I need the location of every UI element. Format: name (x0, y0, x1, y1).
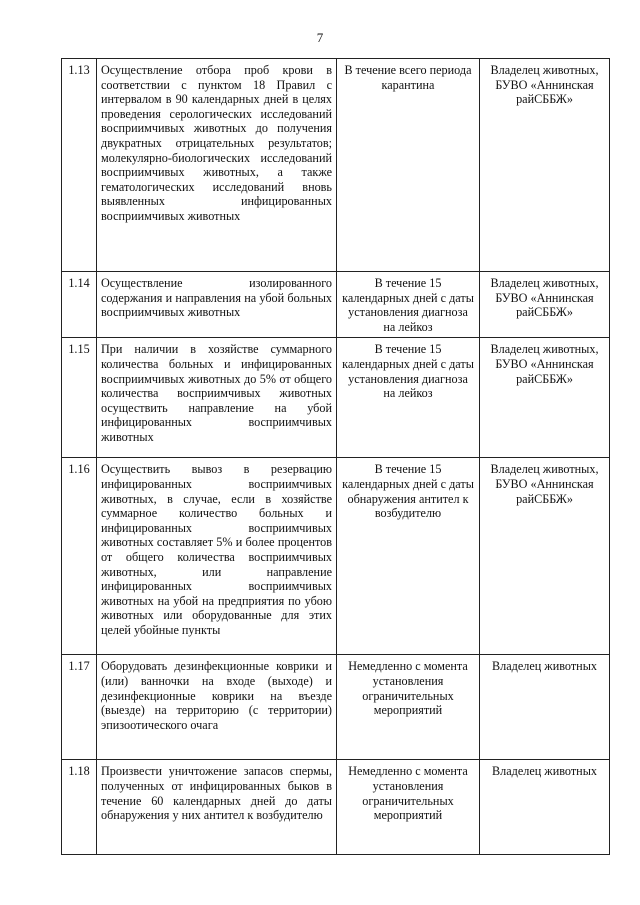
measure-text: Осуществить вывоз в резервацию инфицированных восприимчивых животных, в случае, если в хозяйстве суммарное количество больных и инфицированных восприимчивых животных составляет 5% и более процентов от общего количества восприимчивых животных, или направление инфицированных восприимчивых животных на убой на предприятия по убою животных или оборудованные для этих целей убойные пункты (97, 458, 337, 655)
measure-text: Осуществление изолированного содержания и направления на убой больных восприимчивых животных (97, 272, 337, 338)
measure-text: Осуществление отбора проб крови в соответствии с пунктом 18 Правил с интервалом в 90 календарных дней в целях проведения серологических исследований восприимчивых животных до получения двукратных отрицательных результатов; молекулярно-биологических исследований восприимчивых животных, а также гематологических исследований вновь выявленных инфицированных восприимчивых животных (97, 59, 337, 272)
table-row (62, 272, 610, 338)
measure-text: Произвести уничтожение запасов спермы, полученных от инфицированных быков в течение 60 календарных дней до даты обнаружения у них антител к возбудителю (97, 760, 337, 855)
table-row (62, 458, 610, 655)
table-row (62, 59, 610, 272)
responsible-text: Владелец животных (480, 760, 610, 855)
table-row (62, 655, 610, 760)
responsible-text: Владелец животных (480, 655, 610, 760)
table-row (62, 338, 610, 458)
row-number: 1.13 (62, 59, 97, 272)
row-number: 1.17 (62, 655, 97, 760)
deadline-text: В течение 15 календарных дней с даты установления диагноза на лейкоз (337, 338, 480, 458)
deadline-text: В течение всего периода карантина (337, 59, 480, 272)
row-number: 1.18 (62, 760, 97, 855)
row-number: 1.15 (62, 338, 97, 458)
row-number: 1.16 (62, 458, 97, 655)
responsible-text: Владелец животных, БУВО «Аннинская райСББЖ» (480, 59, 610, 272)
measures-table (61, 58, 610, 855)
row-number: 1.14 (62, 272, 97, 338)
page-number: 7 (316, 30, 324, 45)
deadline-text: В течение 15 календарных дней с даты обнаружения антител к возбудителю (337, 458, 480, 655)
table-row (62, 760, 610, 855)
measure-text: Оборудовать дезинфекционные коврики и (или) ванночки на входе (выходе) и дезинфекционные коврики на въезде (выезде) на территорию (с территории) эпизоотического очага (97, 655, 337, 760)
responsible-text: Владелец животных, БУВО «Аннинская райСББЖ» (480, 272, 610, 338)
deadline-text: Немедленно с момента установления ограничительных мероприятий (337, 760, 480, 855)
responsible-text: Владелец животных, БУВО «Аннинская райСББЖ» (480, 458, 610, 655)
measure-text: При наличии в хозяйстве суммарного количества больных и инфицированных восприимчивых животных до 5% от общего количества восприимчивых животных осуществить направление на убой инфицированных восприимчивых животных (97, 338, 337, 458)
responsible-text: Владелец животных, БУВО «Аннинская райСББЖ» (480, 338, 610, 458)
deadline-text: В течение 15 календарных дней с даты установления диагноза на лейкоз (337, 272, 480, 338)
deadline-text: Немедленно с момента установления ограничительных мероприятий (337, 655, 480, 760)
